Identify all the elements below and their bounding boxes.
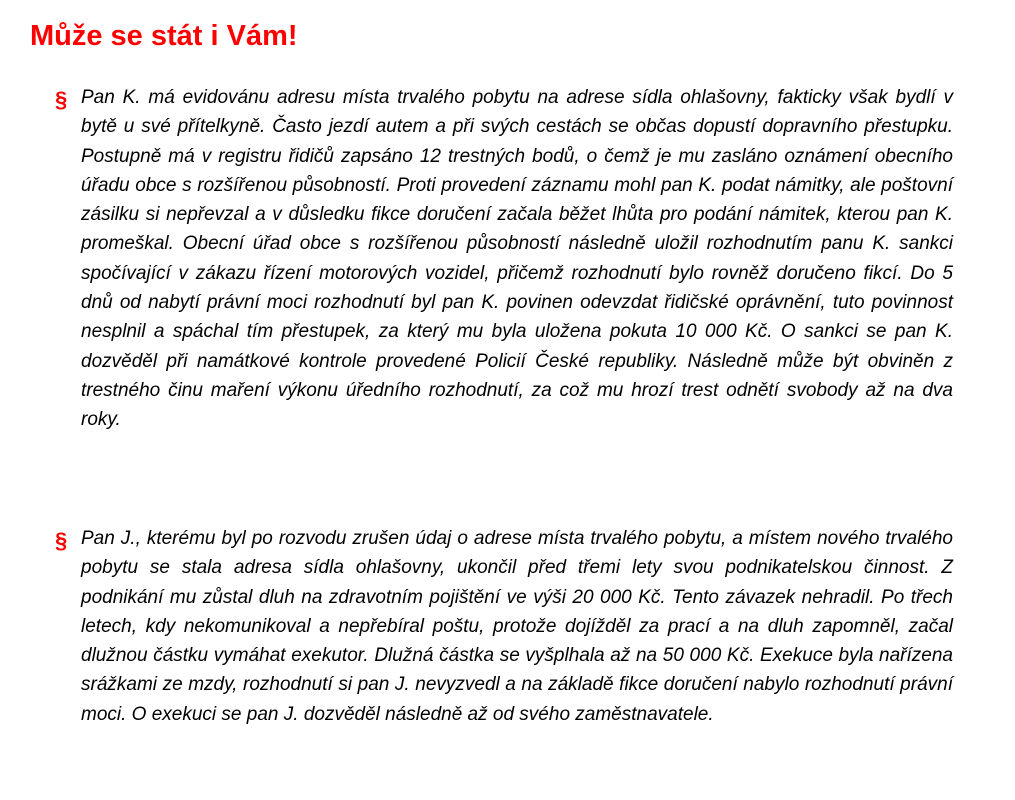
case-text-2: Pan J., kterému byl po rozvodu zrušen údaj o adrese místa trvalého pobytu, a místem nového trvalého pobytu se stala adresa sídla ohlašovny, ukončil před třemi lety svou podnikatelskou činnost. Z podnikání mu zůstal dluh na zdravotním pojištění ve výši 20 000 Kč. Tento závazek nehradil. Po třech letech, kdy nekomunikoval a nepřebíral poštu, protože dojížděl za prací a na dluh zapomněl, začal dlužnou částku vymáhat exekutor. Dlužná částka se vyšplhala až na 50 000 Kč. Exekuce byla nařízena srážkami ze mzdy, rozhodnutí si pan J. nevyzvedl a na základě fikce doručení nabylo rozhodnutí právní moci. O exekuci se pan J. dozvěděl následně až od svého zaměstnavatele.	[81, 528, 953, 725]
section-sign-bullet-icon: §	[55, 87, 68, 112]
case-paragraph-2	[55, 524, 953, 729]
page-title: Může se stát i Vám!	[30, 20, 298, 52]
case-paragraph-1	[55, 83, 953, 435]
section-sign-bullet-icon: §	[55, 528, 68, 553]
case-text-1: Pan K. má evidovánu adresu místa trvalého pobytu na adrese sídla ohlašovny, fakticky však bydlí v bytě u své přítelkyně. Často jezdí autem a při svých cestách se občas dopustí dopravního přestupku. Postupně má v registru řidičů zapsáno 12 trestných bodů, o čemž je mu zasláno oznámení obecního úřadu obce s rozšířenou působností. Proti provedení záznamu mohl pan K. podat námitky, ale poštovní zásilku si nepřevzal a v důsledku fikce doručení začala běžet lhůta pro podání námitek, kterou pan K. promeškal. Obecní úřad obce s rozšířenou působností následně uložil rozhodnutím panu K. sankci spočívající v zákazu řízení motorových vozidel, přičemž rozhodnutí bylo rovněž doručeno fikcí. Do 5 dnů od nabytí právní moci rozhodnutí byl pan K. povinen odevzdat řidičské oprávnění, tuto povinnost nesplnil a spáchal tím přestupek, za který mu byla uložena pokuta 10 000 Kč. O sankci se pan K. dozvěděl při namátkové kontrole provedené Policií České republiky. Následně může být obviněn z trestného činu maření výkonu úředního rozhodnutí, za což mu hrozí trest odnětí svobody až na dva roky.	[81, 87, 953, 431]
